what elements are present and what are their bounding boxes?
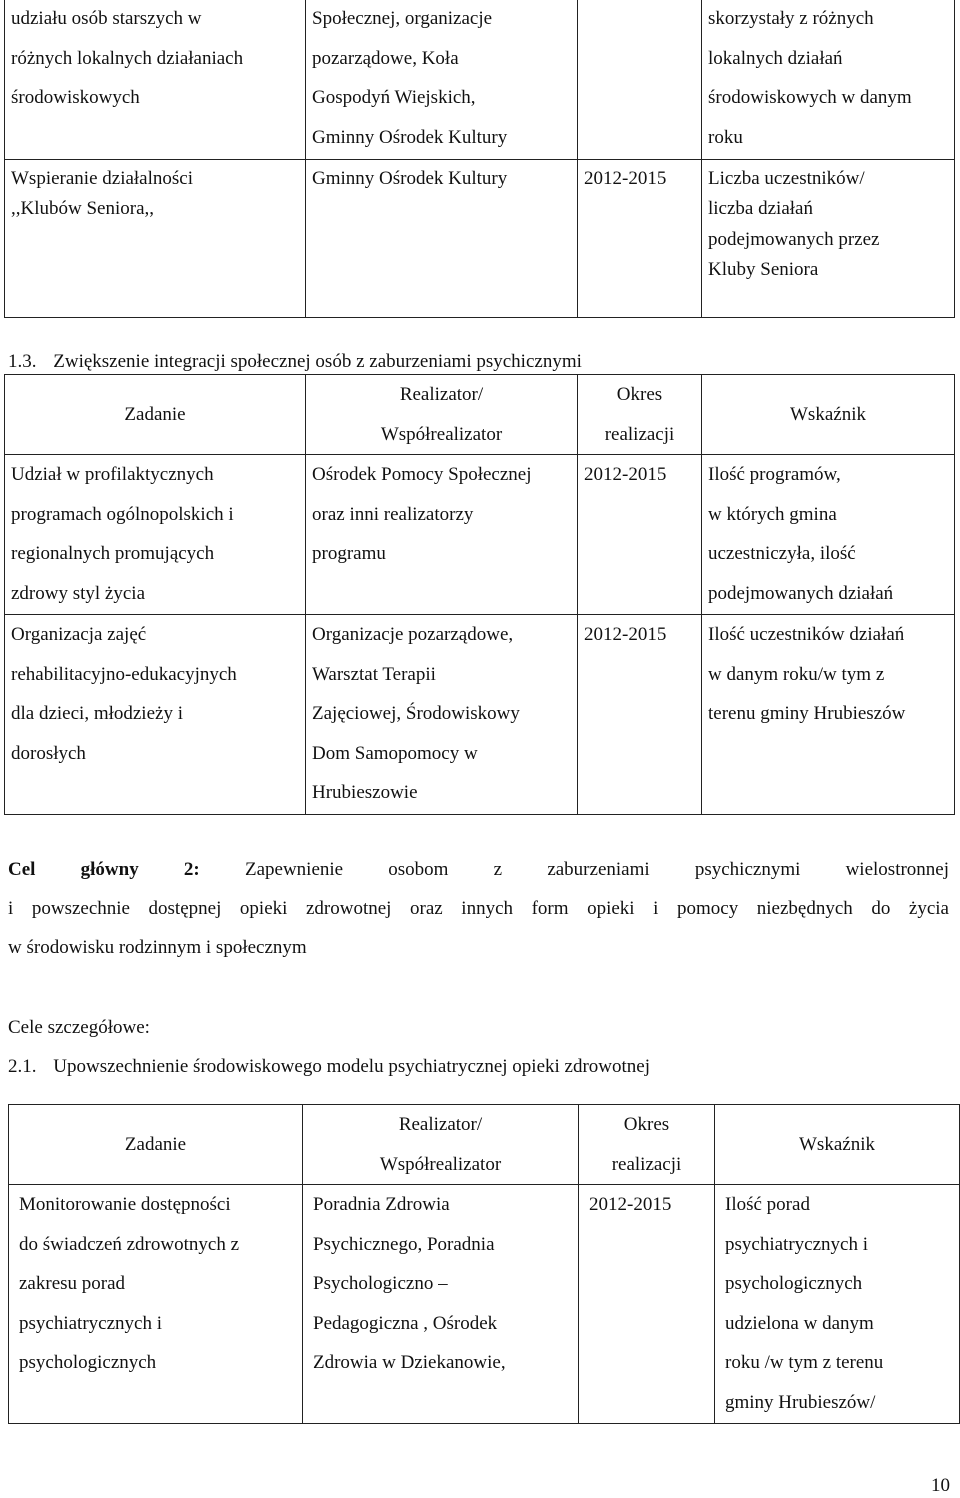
table-row — [5, 0, 955, 159]
period-cell: 2012-2015 — [578, 455, 702, 615]
indicator-cell: Ilość porad psychiatrycznych i psychologicznych udzielona w danym roku /w tym z terenu gminy Hrubieszów/ — [715, 1185, 960, 1424]
table-row — [9, 1185, 960, 1424]
table-continuation — [4, 0, 955, 318]
task-cell: Organizacja zajęć rehabilitacyjno-edukacyjnych dla dzieci, młodzieży i dorosłych — [5, 615, 306, 815]
realizer-cell: Organizacje pozarządowe, Warsztat Terapii Zajęciowej, Środowiskowy Dom Samopomocy w Hrubieszowie — [306, 615, 578, 815]
main-goal-text-2: i powszechnie dostępnej opieki zdrowotnej oraz innych form opieki i pomocy niezbędnych do życia — [8, 898, 949, 919]
task-cell: Monitorowanie dostępności do świadczeń zdrowotnych z zakresu porad psychiatrycznych i psychologicznych — [9, 1185, 303, 1424]
section-title: Zwiększenie integracji społecznej osób z zaburzeniami psychicznymi — [53, 351, 582, 372]
task-cell: Wspieranie działalności ,,Klubów Seniora,, — [5, 159, 306, 317]
main-goal-paragraph — [8, 850, 949, 967]
header-period: Okres realizacji — [578, 375, 702, 455]
indicator-cell: Ilość programów, w których gmina uczestniczyła, ilość podejmowanych działań — [702, 455, 955, 615]
header-indicator: Wskaźnik — [715, 1105, 960, 1185]
indicator-cell: skorzystały z różnych lokalnych działań środowiskowych w danym roku — [702, 0, 955, 159]
header-indicator: Wskaźnik — [702, 375, 955, 455]
main-goal-text-1: Zapewnienie osobom z zaburzeniami psychicznymi wielostronnej — [244, 859, 950, 880]
indicator-cell: Ilość uczestników działań w danym roku/w tym z terenu gminy Hrubieszów — [702, 615, 955, 815]
period-cell: 2012-2015 — [578, 615, 702, 815]
table-row — [5, 455, 955, 615]
section-number: 1.3. — [8, 351, 37, 372]
header-task: Zadanie — [9, 1105, 303, 1185]
main-goal-text-3: w środowisku rodzinnym i społecznym — [8, 937, 307, 958]
header-row — [9, 1105, 960, 1185]
realizer-cell: Gminny Ośrodek Kultury — [306, 159, 578, 317]
table-integration — [4, 374, 955, 815]
period-cell — [578, 0, 702, 159]
header-period: Okres realizacji — [579, 1105, 715, 1185]
section-title: Upowszechnienie środowiskowego modelu psychiatrycznej opieki zdrowotnej — [53, 1056, 651, 1077]
table-row — [5, 615, 955, 815]
header-realizer: Realizator/ Współrealizator — [306, 375, 578, 455]
section-number: 2.1. — [8, 1056, 37, 1077]
task-cell: Udział w profilaktycznych programach ogólnopolskich i regionalnych promujących zdrowy styl życia — [5, 455, 306, 615]
specific-goals-label: Cele szczegółowe: — [8, 1017, 150, 1038]
period-cell: 2012-2015 — [579, 1185, 715, 1424]
period-cell: 2012-2015 — [578, 159, 702, 317]
section-heading-1-3 — [8, 352, 582, 371]
header-task: Zadanie — [5, 375, 306, 455]
main-goal-label: Cel główny 2: — [8, 859, 200, 880]
table-row — [5, 159, 955, 317]
header-realizer: Realizator/ Współrealizator — [303, 1105, 579, 1185]
realizer-cell: Ośrodek Pomocy Społecznej oraz inni realizatorzy programu — [306, 455, 578, 615]
indicator-cell: Liczba uczestników/ liczba działań podejmowanych przez Kluby Seniora — [702, 159, 955, 317]
table-psychiatric-care — [8, 1104, 960, 1424]
realizer-cell: Poradnia Zdrowia Psychicznego, Poradnia Psychologiczno – Pedagogiczna , Ośrodek Zdrowia w Dziekanowie, — [303, 1185, 579, 1424]
section-heading-2-1 — [8, 1057, 650, 1076]
task-cell: udziału osób starszych w różnych lokalnych działaniach środowiskowych — [5, 0, 306, 159]
realizer-cell: Społecznej, organizacje pozarządowe, Koła Gospodyń Wiejskich, Gminny Ośrodek Kultury — [306, 0, 578, 159]
page-number: 10 — [931, 1475, 950, 1496]
header-row — [5, 375, 955, 455]
